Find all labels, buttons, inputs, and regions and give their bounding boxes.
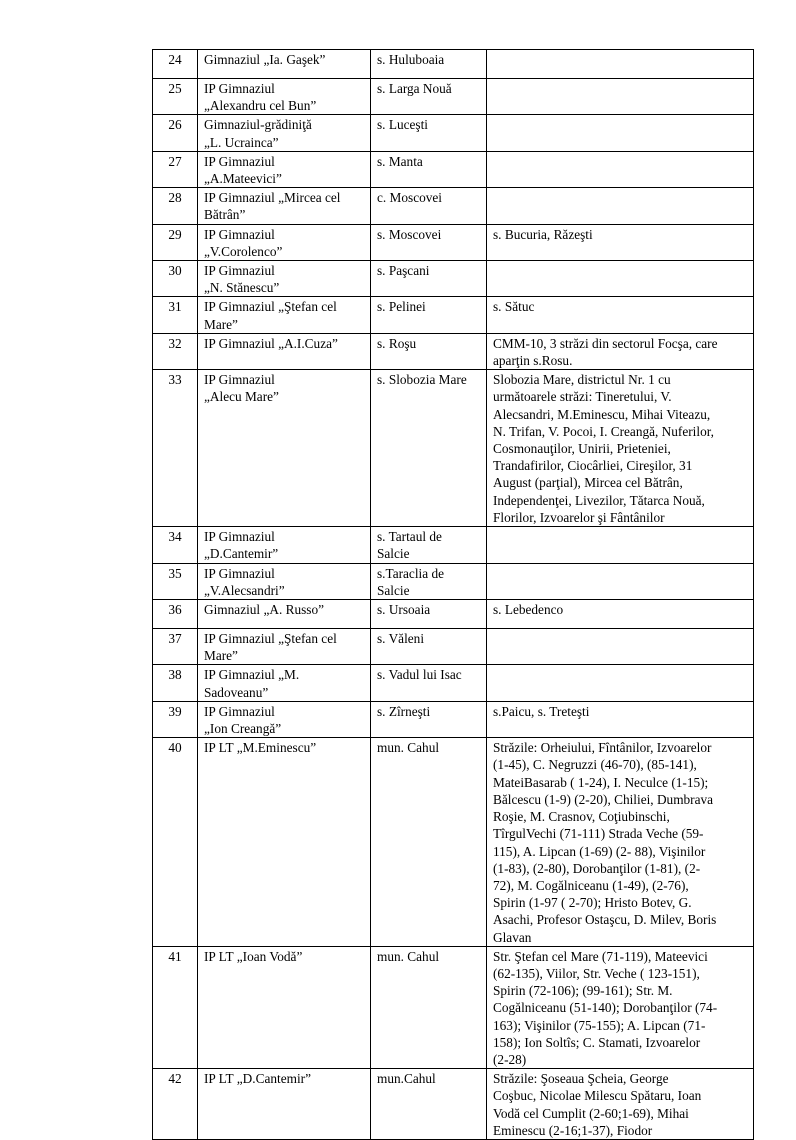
table-row xyxy=(153,79,754,115)
row-number-cell xyxy=(153,370,198,527)
row-number-cell xyxy=(153,600,198,629)
table-row xyxy=(153,665,754,701)
school-name-cell xyxy=(198,50,371,79)
row-number-cell xyxy=(153,1069,198,1140)
row-number-cell xyxy=(153,79,198,115)
service-area-text: s.Paicu, s. Treteşti xyxy=(493,703,590,719)
table-row xyxy=(153,563,754,599)
row-number-text: 32 xyxy=(168,335,182,351)
table-row xyxy=(153,600,754,629)
locality-text: mun.Cahul xyxy=(377,1071,436,1087)
school-name-text: IP Gimnaziul „A.Mateevici” xyxy=(204,153,282,187)
school-name-cell xyxy=(198,665,371,701)
table-row xyxy=(153,297,754,333)
locality-cell xyxy=(371,224,487,260)
school-name-text: IP Gimnaziul „Ştefan cel Mare” xyxy=(204,631,337,664)
school-name-text: IP Gimnaziul „Ion Creangă” xyxy=(204,703,282,737)
row-number-cell xyxy=(153,50,198,79)
locality-text: s. Vadul lui Isac xyxy=(377,667,462,683)
row-number-cell xyxy=(153,563,198,599)
row-number-cell xyxy=(153,701,198,737)
school-name-cell xyxy=(198,297,371,333)
row-number-text: 42 xyxy=(168,1071,182,1087)
locality-text: s.Taraclia de Salcie xyxy=(377,565,444,598)
service-area-text: Slobozia Mare, districtul Nr. 1 cu următoarele străzi: Tineretului, V. Alecsandri, M.Eminescu, Mihai Viteazu, N. Trifan, V. Pocoi, I. Creangă, Nuferilor, Cosmonauţilor, Unirii, Prieteniei, Trandafirilor, Ciocârliei, Cireşilor, 31 August (parţial), Mircea cel Bătrân, Independenţei, Livezilor, Tătarca Nouă, Florilor, Izvoarelor şi Fântânilor xyxy=(493,372,714,525)
row-number-cell xyxy=(153,188,198,224)
row-number-text: 37 xyxy=(168,631,182,647)
service-area-cell xyxy=(487,527,754,563)
row-number-cell xyxy=(153,527,198,563)
row-number-text: 30 xyxy=(168,263,182,279)
locality-text: s. Paşcani xyxy=(377,263,430,279)
row-number-cell xyxy=(153,224,198,260)
locality-text: s. Ursoaia xyxy=(377,602,431,618)
locality-cell xyxy=(371,151,487,187)
row-number-cell xyxy=(153,738,198,946)
locality-text: s. Roşu xyxy=(377,335,417,351)
locality-text: s. Slobozia Mare xyxy=(377,372,467,388)
row-number-text: 36 xyxy=(168,602,182,618)
school-name-cell xyxy=(198,701,371,737)
locality-cell xyxy=(371,701,487,737)
locality-cell xyxy=(371,370,487,527)
locality-text: s. Pelinei xyxy=(377,299,426,315)
school-name-text: IP Gimnaziul „M. Sadoveanu” xyxy=(204,667,300,700)
table-row xyxy=(153,629,754,665)
row-number-text: 27 xyxy=(168,153,182,169)
service-area-cell xyxy=(487,79,754,115)
locality-cell xyxy=(371,115,487,151)
school-name-text: IP Gimnaziul „D.Cantemir” xyxy=(204,529,279,562)
service-area-cell xyxy=(487,297,754,333)
table-row xyxy=(153,115,754,151)
locality-text: s. Manta xyxy=(377,153,423,169)
service-area-text: s. Bucuria, Răzeşti xyxy=(493,226,593,242)
service-area-cell xyxy=(487,600,754,629)
school-name-cell xyxy=(198,738,371,946)
service-area-text: CMM-10, 3 străzi din sectorul Focşa, care aparţin s.Rosu. xyxy=(493,335,718,369)
school-name-cell xyxy=(198,1069,371,1140)
school-name-text: IP Gimnaziul „Mircea cel Bătrân” xyxy=(204,190,341,223)
service-area-text: s. Sătuc xyxy=(493,299,535,315)
school-name-text: IP Gimnaziul „V.Corolenco” xyxy=(204,226,283,259)
locality-cell xyxy=(371,1069,487,1140)
row-number-text: 38 xyxy=(168,667,182,683)
service-area-cell xyxy=(487,946,754,1068)
school-name-text: IP Gimnaziul „N. Stănescu” xyxy=(204,263,280,296)
school-name-cell xyxy=(198,115,371,151)
locality-cell xyxy=(371,946,487,1068)
service-area-text: Străzile: Orheiului, Fîntânilor, Izvoarelor (1-45), C. Negruzzi (46-70), (85-141), MateiBasarab ( 1-24), I. Neculce (1-15); Bălcescu (1-9) (2-20), Chiliei, Dumbrava Roşie, M. Crasnov, Coţiubinschi, TîrgulVechi (71-111) Strada Veche (59- 115), A. Lipcan (1-69) (2- 88), Vişinilor (1-83), (2-80), Dorobanţilor (1-81), (2- 72), M. Cogălniceanu (1-49), (2-76), Spirin (1-97 ( 2-70); Hristo Botev, G. Asachi, Profesor Ostaşcu, D. Milev, Boris Glavan xyxy=(493,740,717,945)
table-row xyxy=(153,224,754,260)
school-name-cell xyxy=(198,79,371,115)
locality-cell xyxy=(371,738,487,946)
table-row xyxy=(153,946,754,1068)
service-area-cell xyxy=(487,151,754,187)
schools-table-body xyxy=(153,50,754,1140)
locality-cell xyxy=(371,261,487,297)
row-number-text: 26 xyxy=(168,117,182,133)
row-number-cell xyxy=(153,297,198,333)
locality-text: s. Larga Nouă xyxy=(377,81,452,96)
school-name-text: IP Gimnaziul „Ştefan cel Mare” xyxy=(204,299,337,332)
locality-cell xyxy=(371,188,487,224)
table-row xyxy=(153,151,754,187)
locality-text: mun. Cahul xyxy=(377,740,440,756)
service-area-cell xyxy=(487,333,754,369)
locality-text: s. Luceşti xyxy=(377,117,428,133)
row-number-text: 25 xyxy=(168,81,182,96)
row-number-cell xyxy=(153,151,198,187)
locality-cell xyxy=(371,50,487,79)
locality-cell xyxy=(371,297,487,333)
schools-table xyxy=(152,49,754,1140)
row-number-cell xyxy=(153,629,198,665)
locality-cell xyxy=(371,79,487,115)
row-number-text: 31 xyxy=(168,299,182,315)
locality-text: c. Moscovei xyxy=(377,190,442,206)
row-number-cell xyxy=(153,665,198,701)
school-name-cell xyxy=(198,224,371,260)
school-name-text: IP LT „M.Eminescu” xyxy=(204,740,317,756)
table-row xyxy=(153,188,754,224)
service-area-text: s. Lebedenco xyxy=(493,602,564,618)
service-area-cell xyxy=(487,701,754,737)
service-area-text: Străzile: Şoseaua Şcheia, George Coşbuc, Nicolae Milescu Spătaru, Ioan Vodă cel Cumplit (2-60;1-69), Mihai Eminescu (2-16;1-37), Fiodor xyxy=(493,1071,702,1138)
table-row xyxy=(153,370,754,527)
row-number-text: 24 xyxy=(168,52,182,67)
school-name-text: IP LT „Ioan Vodă” xyxy=(204,948,303,964)
school-name-text: IP LT „D.Cantemir” xyxy=(204,1071,311,1087)
row-number-text: 40 xyxy=(168,740,182,756)
school-name-cell xyxy=(198,188,371,224)
service-area-cell xyxy=(487,1069,754,1140)
row-number-text: 28 xyxy=(168,190,182,206)
table-row xyxy=(153,738,754,946)
service-area-cell xyxy=(487,370,754,527)
row-number-cell xyxy=(153,261,198,297)
locality-cell xyxy=(371,527,487,563)
service-area-cell xyxy=(487,115,754,151)
row-number-text: 35 xyxy=(168,565,182,581)
locality-text: s. Tartaul de Salcie xyxy=(377,529,442,562)
school-name-cell xyxy=(198,370,371,527)
locality-text: s. Văleni xyxy=(377,631,425,647)
school-name-cell xyxy=(198,946,371,1068)
table-row xyxy=(153,1069,754,1140)
locality-cell xyxy=(371,629,487,665)
service-area-text: Str. Ştefan cel Mare (71-119), Mateevici (62-135), Viilor, Str. Veche ( 123-151), Spirin (72-106); (99-161); Str. M. Cogălniceanu (51-140); Dorobanţilor (74- 163); Vişinilor (75-155); A. Lipcan (71- 158); Ion Soltîs; C. Stamati, Izvoarelor (2-28) xyxy=(493,948,718,1067)
locality-cell xyxy=(371,600,487,629)
school-name-cell xyxy=(198,333,371,369)
school-name-text: Gimnaziul „Ia. Gaşek” xyxy=(204,52,326,67)
service-area-cell xyxy=(487,224,754,260)
table-row xyxy=(153,261,754,297)
school-name-cell xyxy=(198,629,371,665)
row-number-cell xyxy=(153,333,198,369)
service-area-cell xyxy=(487,665,754,701)
table-row xyxy=(153,701,754,737)
school-name-cell xyxy=(198,151,371,187)
service-area-cell xyxy=(487,188,754,224)
table-row xyxy=(153,333,754,369)
service-area-cell xyxy=(487,629,754,665)
locality-cell xyxy=(371,333,487,369)
row-number-cell xyxy=(153,946,198,1068)
service-area-cell xyxy=(487,563,754,599)
service-area-cell xyxy=(487,738,754,946)
school-name-text: IP Gimnaziul „A.I.Cuza” xyxy=(204,335,338,351)
locality-text: mun. Cahul xyxy=(377,948,440,964)
school-name-text: Gimnaziul-grădiniţă „L. Ucrainca” xyxy=(204,117,312,150)
school-name-text: IP Gimnaziul „V.Alecsandri” xyxy=(204,565,285,598)
school-name-text: IP Gimnaziul „Alecu Mare” xyxy=(204,372,279,405)
service-area-cell xyxy=(487,261,754,297)
service-area-cell xyxy=(487,50,754,79)
school-name-cell xyxy=(198,261,371,297)
row-number-cell xyxy=(153,115,198,151)
locality-text: s. Zîrneşti xyxy=(377,703,431,719)
row-number-text: 33 xyxy=(168,372,182,388)
school-name-cell xyxy=(198,600,371,629)
school-name-text: IP Gimnaziul „Alexandru cel Bun” xyxy=(204,81,317,114)
locality-cell xyxy=(371,665,487,701)
school-name-cell xyxy=(198,563,371,599)
school-name-cell xyxy=(198,527,371,563)
locality-text: s. Moscovei xyxy=(377,226,442,242)
row-number-text: 41 xyxy=(168,948,182,964)
locality-cell xyxy=(371,563,487,599)
table-row xyxy=(153,50,754,79)
school-name-text: Gimnaziul „A. Russo” xyxy=(204,602,325,618)
row-number-text: 34 xyxy=(168,529,182,545)
locality-text: s. Huluboaia xyxy=(377,52,445,67)
table-row xyxy=(153,527,754,563)
row-number-text: 39 xyxy=(168,703,182,719)
row-number-text: 29 xyxy=(168,226,182,242)
